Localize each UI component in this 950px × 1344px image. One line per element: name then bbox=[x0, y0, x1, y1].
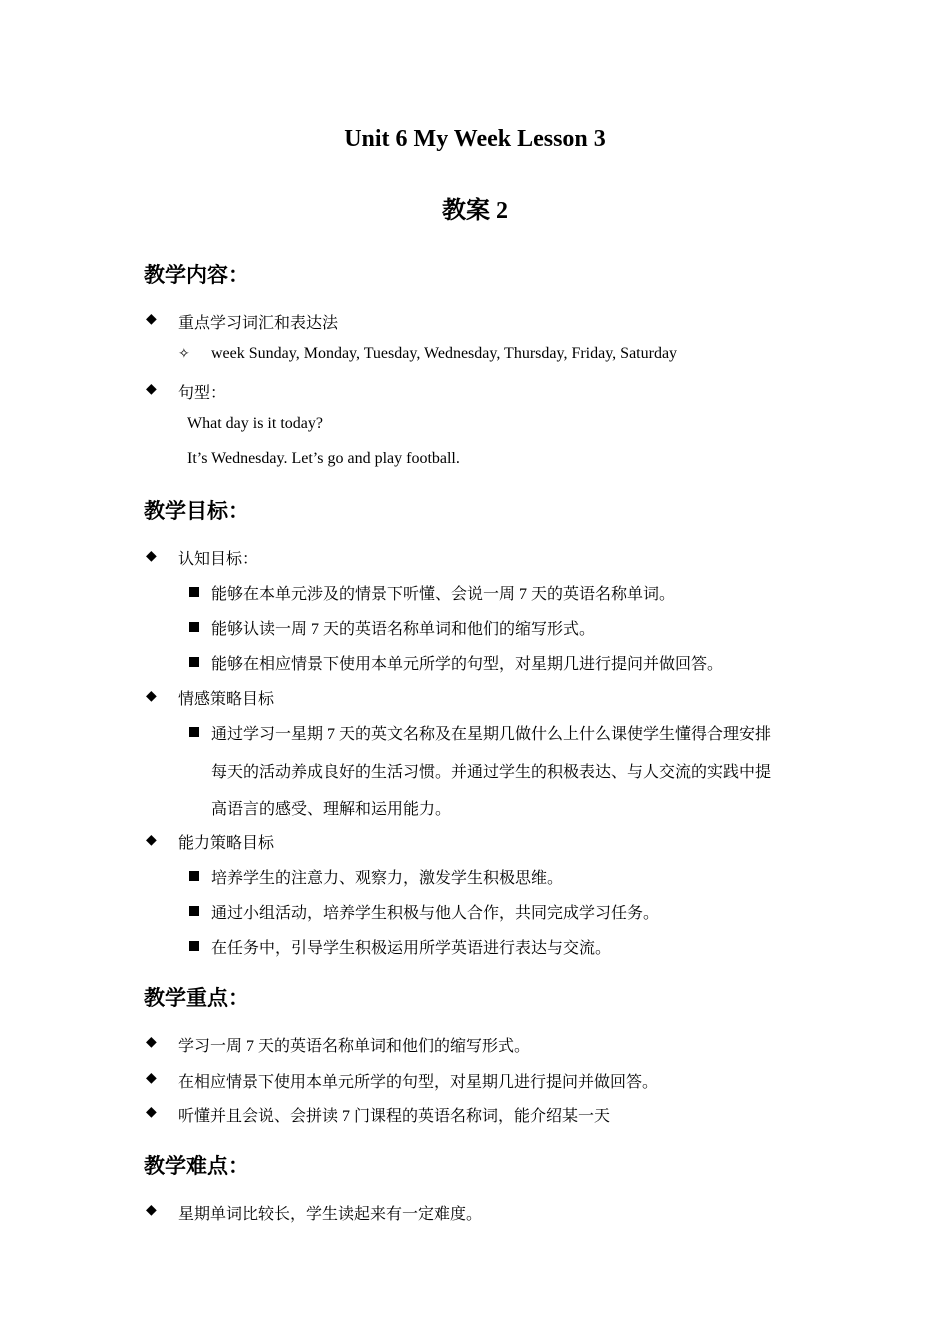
diamond-bullet-icon: ◆ bbox=[146, 689, 157, 704]
emotional-paragraph-line: 通过学习一星期 7 天的英文名称及在星期几做什么上什么课使学生懂得合理安排 bbox=[211, 726, 772, 743]
content-heading: 教学内容： bbox=[144, 263, 249, 287]
cognitive-item: 能够在本单元涉及的情景下听懂、会说一周 7 天的英语名称单词。 bbox=[211, 586, 676, 603]
diamond-bullet-icon: ◆ bbox=[146, 312, 157, 327]
objective-ability: 能力策略目标 bbox=[178, 835, 275, 852]
diamond-bullet-icon: ◆ bbox=[146, 833, 157, 848]
difficulty-item: 星期单词比较长，学生读起来有一定难度。 bbox=[178, 1206, 483, 1223]
square-bullet-icon bbox=[189, 727, 199, 737]
pattern-question: What day is it today? bbox=[187, 415, 323, 432]
cognitive-item: 能够认读一周 7 天的英语名称单词和他们的缩写形式。 bbox=[211, 621, 596, 638]
square-bullet-icon bbox=[189, 941, 199, 951]
key-points-heading: 教学重点： bbox=[144, 986, 249, 1010]
diamond-bullet-icon: ◆ bbox=[146, 1105, 157, 1120]
content-item-patterns: 句型： bbox=[178, 385, 227, 402]
document-subtitle: 教案 2 bbox=[442, 198, 508, 224]
objective-cognitive: 认知目标： bbox=[178, 551, 259, 568]
diamond-bullet-icon: ◆ bbox=[146, 1071, 157, 1086]
ability-item: 通过小组活动，培养学生积极与他人合作，共同完成学习任务。 bbox=[211, 905, 660, 922]
diamond-bullet-icon: ◆ bbox=[146, 549, 157, 564]
objective-emotional: 情感策略目标 bbox=[178, 691, 275, 708]
emotional-paragraph-line: 高语言的感受、理解和运用能力。 bbox=[211, 801, 452, 818]
key-point-item: 在相应情景下使用本单元所学的句型，对星期几进行提问并做回答。 bbox=[178, 1074, 659, 1091]
square-bullet-icon bbox=[189, 587, 199, 597]
diamond-bullet-icon: ◆ bbox=[146, 1035, 157, 1050]
diamond-bullet-icon: ◆ bbox=[146, 1203, 157, 1218]
square-bullet-icon bbox=[189, 657, 199, 667]
objectives-heading: 教学目标： bbox=[144, 499, 249, 523]
ability-item: 在任务中，引导学生积极运用所学英语进行表达与交流。 bbox=[211, 940, 612, 957]
content-item-vocab-words: week Sunday, Monday, Tuesday, Wednesday, Thursday, Friday, Saturday bbox=[211, 345, 678, 362]
key-point-item: 学习一周 7 天的英语名称单词和他们的缩写形式。 bbox=[178, 1038, 531, 1055]
difficulties-heading: 教学难点： bbox=[144, 1154, 249, 1178]
key-point-item: 听懂并且会说、会拼读 7 门课程的英语名称词，能介绍某一天 bbox=[178, 1108, 611, 1125]
outline-star-bullet-icon: ✧ bbox=[178, 347, 190, 362]
square-bullet-icon bbox=[189, 622, 199, 632]
emotional-paragraph-line: 每天的活动养成良好的生活习惯。并通过学生的积极表达、与人交流的实践中提 bbox=[211, 764, 772, 781]
pattern-answer: It’s Wednesday. Let’s go and play football. bbox=[187, 450, 460, 467]
diamond-bullet-icon: ◆ bbox=[146, 382, 157, 397]
document-title: Unit 6 My Week Lesson 3 bbox=[344, 126, 606, 152]
ability-item: 培养学生的注意力、观察力，激发学生积极思维。 bbox=[211, 870, 564, 887]
content-item-vocab: 重点学习词汇和表达法 bbox=[178, 315, 339, 332]
square-bullet-icon bbox=[189, 906, 199, 916]
square-bullet-icon bbox=[189, 871, 199, 881]
cognitive-item: 能够在相应情景下使用本单元所学的句型，对星期几进行提问并做回答。 bbox=[211, 656, 724, 673]
